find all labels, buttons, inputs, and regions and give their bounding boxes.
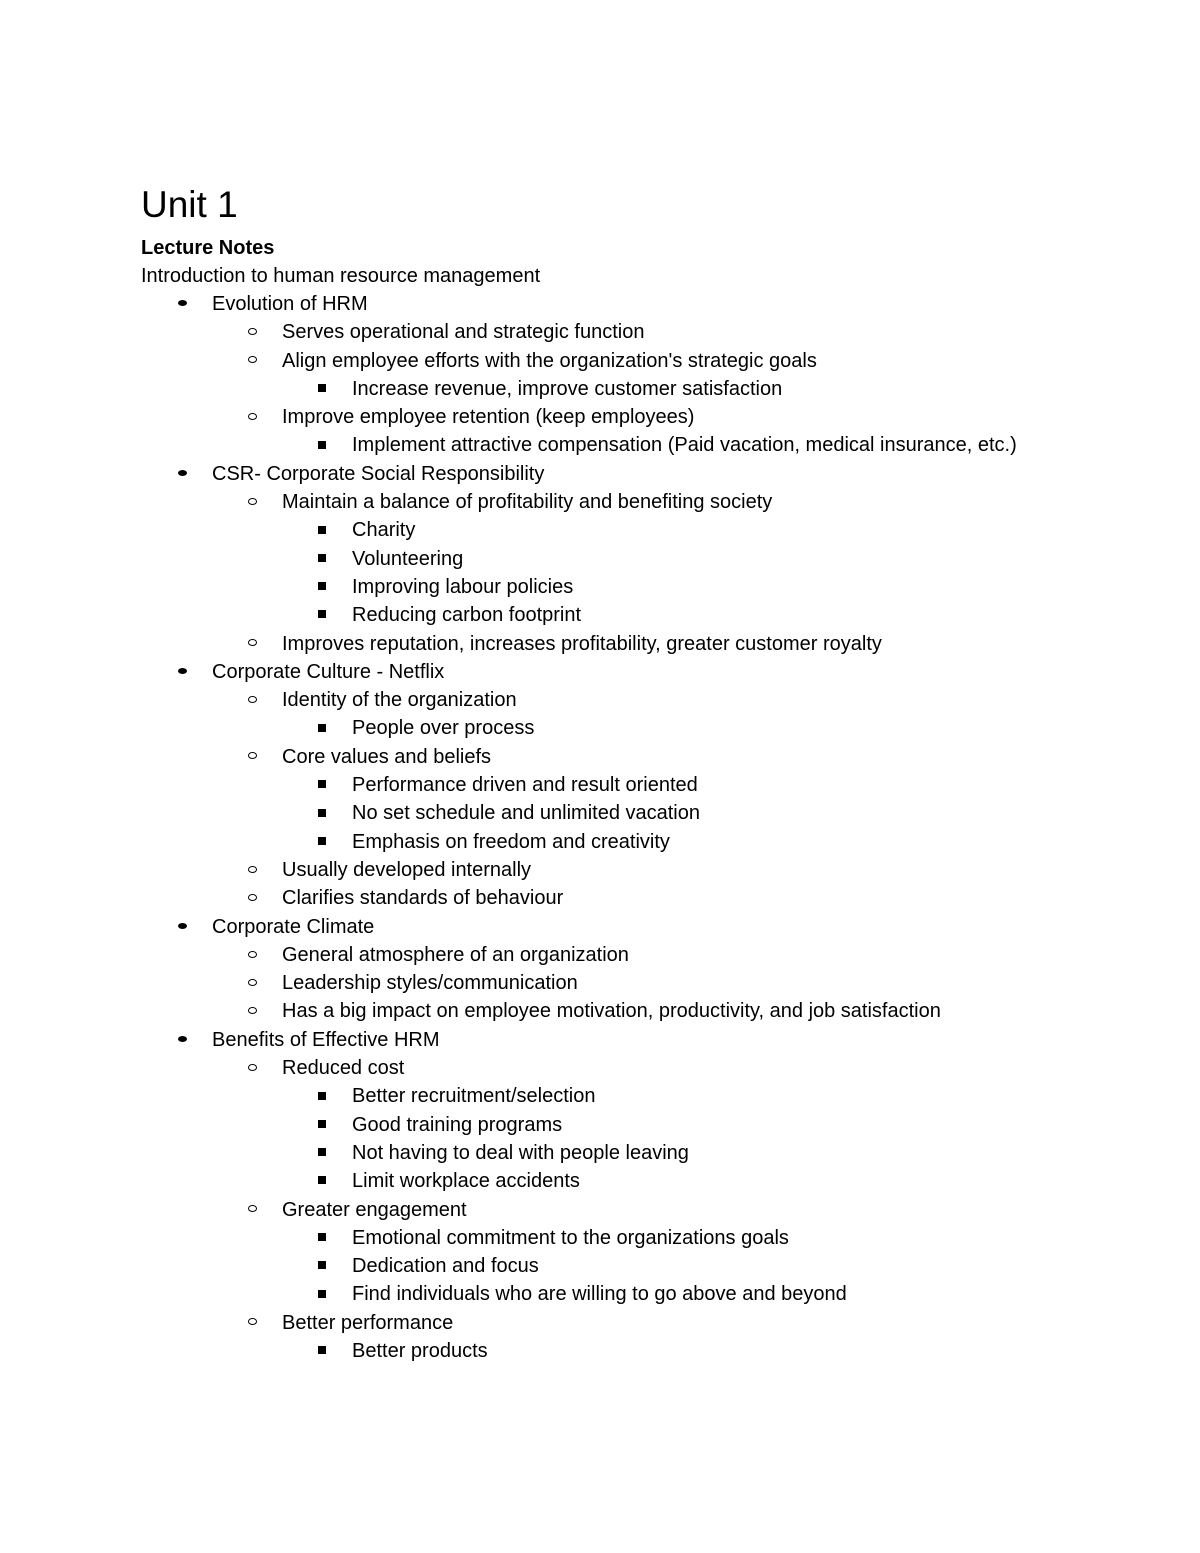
hollow-bullet-icon — [248, 743, 257, 771]
square-bullet-icon — [318, 1139, 326, 1167]
outline-item-level3 — [141, 1139, 1041, 1167]
outline-item-level3 — [141, 1082, 1041, 1110]
outline-item-level2 — [141, 347, 1041, 375]
outline-text: Volunteering — [352, 547, 464, 570]
square-bullet-icon — [318, 1280, 326, 1308]
outline-text: Better recruitment/selection — [352, 1085, 596, 1108]
outline-text: Good training programs — [352, 1113, 563, 1136]
square-bullet-icon — [318, 1224, 326, 1252]
section-heading: Lecture Notes — [141, 237, 275, 259]
outline-item-level3 — [141, 1280, 1041, 1308]
square-bullet-icon — [318, 545, 326, 573]
hollow-bullet-icon — [248, 1196, 257, 1224]
square-bullet-icon — [318, 601, 326, 629]
outline-text: Limit workplace accidents — [352, 1170, 580, 1193]
outline-item-level2 — [141, 1196, 1041, 1224]
outline-list — [141, 290, 1041, 1365]
outline-sublist — [141, 771, 1041, 856]
filled-bullet-icon — [178, 290, 187, 318]
hollow-bullet-icon — [248, 630, 257, 658]
intro-line: Introduction to human resource management — [141, 265, 541, 287]
outline-text: Not having to deal with people leaving — [352, 1141, 689, 1164]
outline-item-level2 — [141, 630, 1041, 658]
outline-item-level2 — [141, 1054, 1041, 1082]
outline-text: Serves operational and strategic function — [282, 321, 645, 344]
hollow-bullet-icon — [248, 884, 257, 912]
outline-item-level3 — [141, 714, 1041, 742]
outline-item-level1 — [141, 290, 1041, 318]
outline-item-level3 — [141, 601, 1041, 629]
outline-sublist — [141, 318, 1041, 459]
hollow-bullet-icon — [248, 856, 257, 884]
outline-text: Implement attractive compensation (Paid vacation, medical insurance, etc.) — [352, 434, 1017, 457]
outline-text: Corporate Culture - Netflix — [212, 660, 445, 683]
outline-item-level1 — [141, 913, 1041, 941]
outline-sublist — [141, 1224, 1041, 1309]
square-bullet-icon — [318, 516, 326, 544]
document-page — [141, 180, 1041, 1365]
outline-sublist — [141, 431, 1041, 459]
outline-item-level3 — [141, 828, 1041, 856]
filled-bullet-icon — [178, 1026, 187, 1054]
outline-text: Benefits of Effective HRM — [212, 1028, 440, 1051]
outline-item-level1 — [141, 460, 1041, 488]
outline-item-level3 — [141, 573, 1041, 601]
outline-text: Leadership styles/communication — [282, 972, 578, 995]
outline-text: Identity of the organization — [282, 689, 517, 712]
outline-item-level2 — [141, 969, 1041, 997]
outline-text: Clarifies standards of behaviour — [282, 887, 564, 910]
outline-text: People over process — [352, 717, 535, 740]
outline-item-level2 — [141, 997, 1041, 1025]
outline-item-level3 — [141, 1337, 1041, 1365]
outline-item-level3 — [141, 431, 1041, 459]
outline-item-level3 — [141, 545, 1041, 573]
outline-item-level1 — [141, 658, 1041, 686]
outline-text: Improves reputation, increases profitability, greater customer royalty — [282, 632, 882, 655]
square-bullet-icon — [318, 714, 326, 742]
hollow-bullet-icon — [248, 997, 257, 1025]
outline-text: Charity — [352, 519, 416, 542]
outline-sublist — [141, 1337, 1041, 1365]
hollow-bullet-icon — [248, 686, 257, 714]
outline-text: Reducing carbon footprint — [352, 604, 582, 627]
square-bullet-icon — [318, 1167, 326, 1195]
square-bullet-icon — [318, 1082, 326, 1110]
outline-text: Emotional commitment to the organizations goals — [352, 1226, 789, 1249]
outline-text: Usually developed internally — [282, 858, 532, 881]
square-bullet-icon — [318, 431, 326, 459]
hollow-bullet-icon — [248, 403, 257, 431]
hollow-bullet-icon — [248, 1309, 257, 1337]
filled-bullet-icon — [178, 460, 187, 488]
outline-text: Emphasis on freedom and creativity — [352, 830, 670, 853]
hollow-bullet-icon — [248, 318, 257, 346]
outline-text: Better products — [352, 1339, 488, 1362]
outline-text: Evolution of HRM — [212, 293, 368, 315]
hollow-bullet-icon — [248, 488, 257, 516]
outline-sublist — [141, 941, 1041, 1026]
outline-text: Performance driven and result oriented — [352, 774, 698, 797]
outline-text: Has a big impact on employee motivation, productivity, and job satisfaction — [282, 1000, 941, 1023]
outline-text: Improve employee retention (keep employees) — [282, 406, 695, 429]
page-title: Unit 1 — [141, 184, 238, 225]
square-bullet-icon — [318, 828, 326, 856]
square-bullet-icon — [318, 799, 326, 827]
outline-item-level3 — [141, 1111, 1041, 1139]
outline-item-level2 — [141, 856, 1041, 884]
outline-item-level2 — [141, 884, 1041, 912]
filled-bullet-icon — [178, 913, 187, 941]
outline-text: Core values and beliefs — [282, 745, 492, 768]
outline-text: Align employee efforts with the organization's strategic goals — [282, 349, 817, 372]
outline-item-level2 — [141, 488, 1041, 516]
hollow-bullet-icon — [248, 941, 257, 969]
hollow-bullet-icon — [248, 1054, 257, 1082]
outline-sublist — [141, 686, 1041, 912]
square-bullet-icon — [318, 1252, 326, 1280]
outline-text: Corporate Climate — [212, 915, 375, 938]
outline-item-level3 — [141, 799, 1041, 827]
outline-sublist — [141, 714, 1041, 742]
square-bullet-icon — [318, 1111, 326, 1139]
outline-item-level3 — [141, 771, 1041, 799]
outline-item-level2 — [141, 1309, 1041, 1337]
outline-text: Improving labour policies — [352, 575, 574, 598]
filled-bullet-icon — [178, 658, 187, 686]
outline-item-level2 — [141, 743, 1041, 771]
outline-sublist — [141, 488, 1041, 658]
outline-item-level3 — [141, 1167, 1041, 1195]
outline-item-level3 — [141, 1252, 1041, 1280]
square-bullet-icon — [318, 1337, 326, 1365]
outline-item-level3 — [141, 516, 1041, 544]
outline-text: General atmosphere of an organization — [282, 943, 629, 966]
outline-text: Greater engagement — [282, 1198, 467, 1221]
hollow-bullet-icon — [248, 969, 257, 997]
outline-item-level2 — [141, 318, 1041, 346]
square-bullet-icon — [318, 771, 326, 799]
outline-text: CSR- Corporate Social Responsibility — [212, 462, 545, 485]
outline-text: No set schedule and unlimited vacation — [352, 802, 700, 825]
square-bullet-icon — [318, 375, 326, 403]
outline-text: Reduced cost — [282, 1057, 405, 1080]
hollow-bullet-icon — [248, 347, 257, 375]
outline-item-level3 — [141, 1224, 1041, 1252]
outline-item-level1 — [141, 1026, 1041, 1054]
outline-item-level2 — [141, 686, 1041, 714]
outline-item-level3 — [141, 375, 1041, 403]
outline-sublist — [141, 375, 1041, 403]
outline-item-level2 — [141, 403, 1041, 431]
outline-text: Better performance — [282, 1311, 454, 1334]
outline-text: Increase revenue, improve customer satisfaction — [352, 377, 783, 400]
square-bullet-icon — [318, 573, 326, 601]
outline-text: Find individuals who are willing to go above and beyond — [352, 1283, 847, 1306]
outline-item-level2 — [141, 941, 1041, 969]
outline-sublist — [141, 1082, 1041, 1195]
outline-text: Maintain a balance of profitability and benefiting society — [282, 491, 773, 514]
outline-sublist — [141, 516, 1041, 629]
outline-sublist — [141, 1054, 1041, 1365]
outline-text: Dedication and focus — [352, 1255, 539, 1278]
